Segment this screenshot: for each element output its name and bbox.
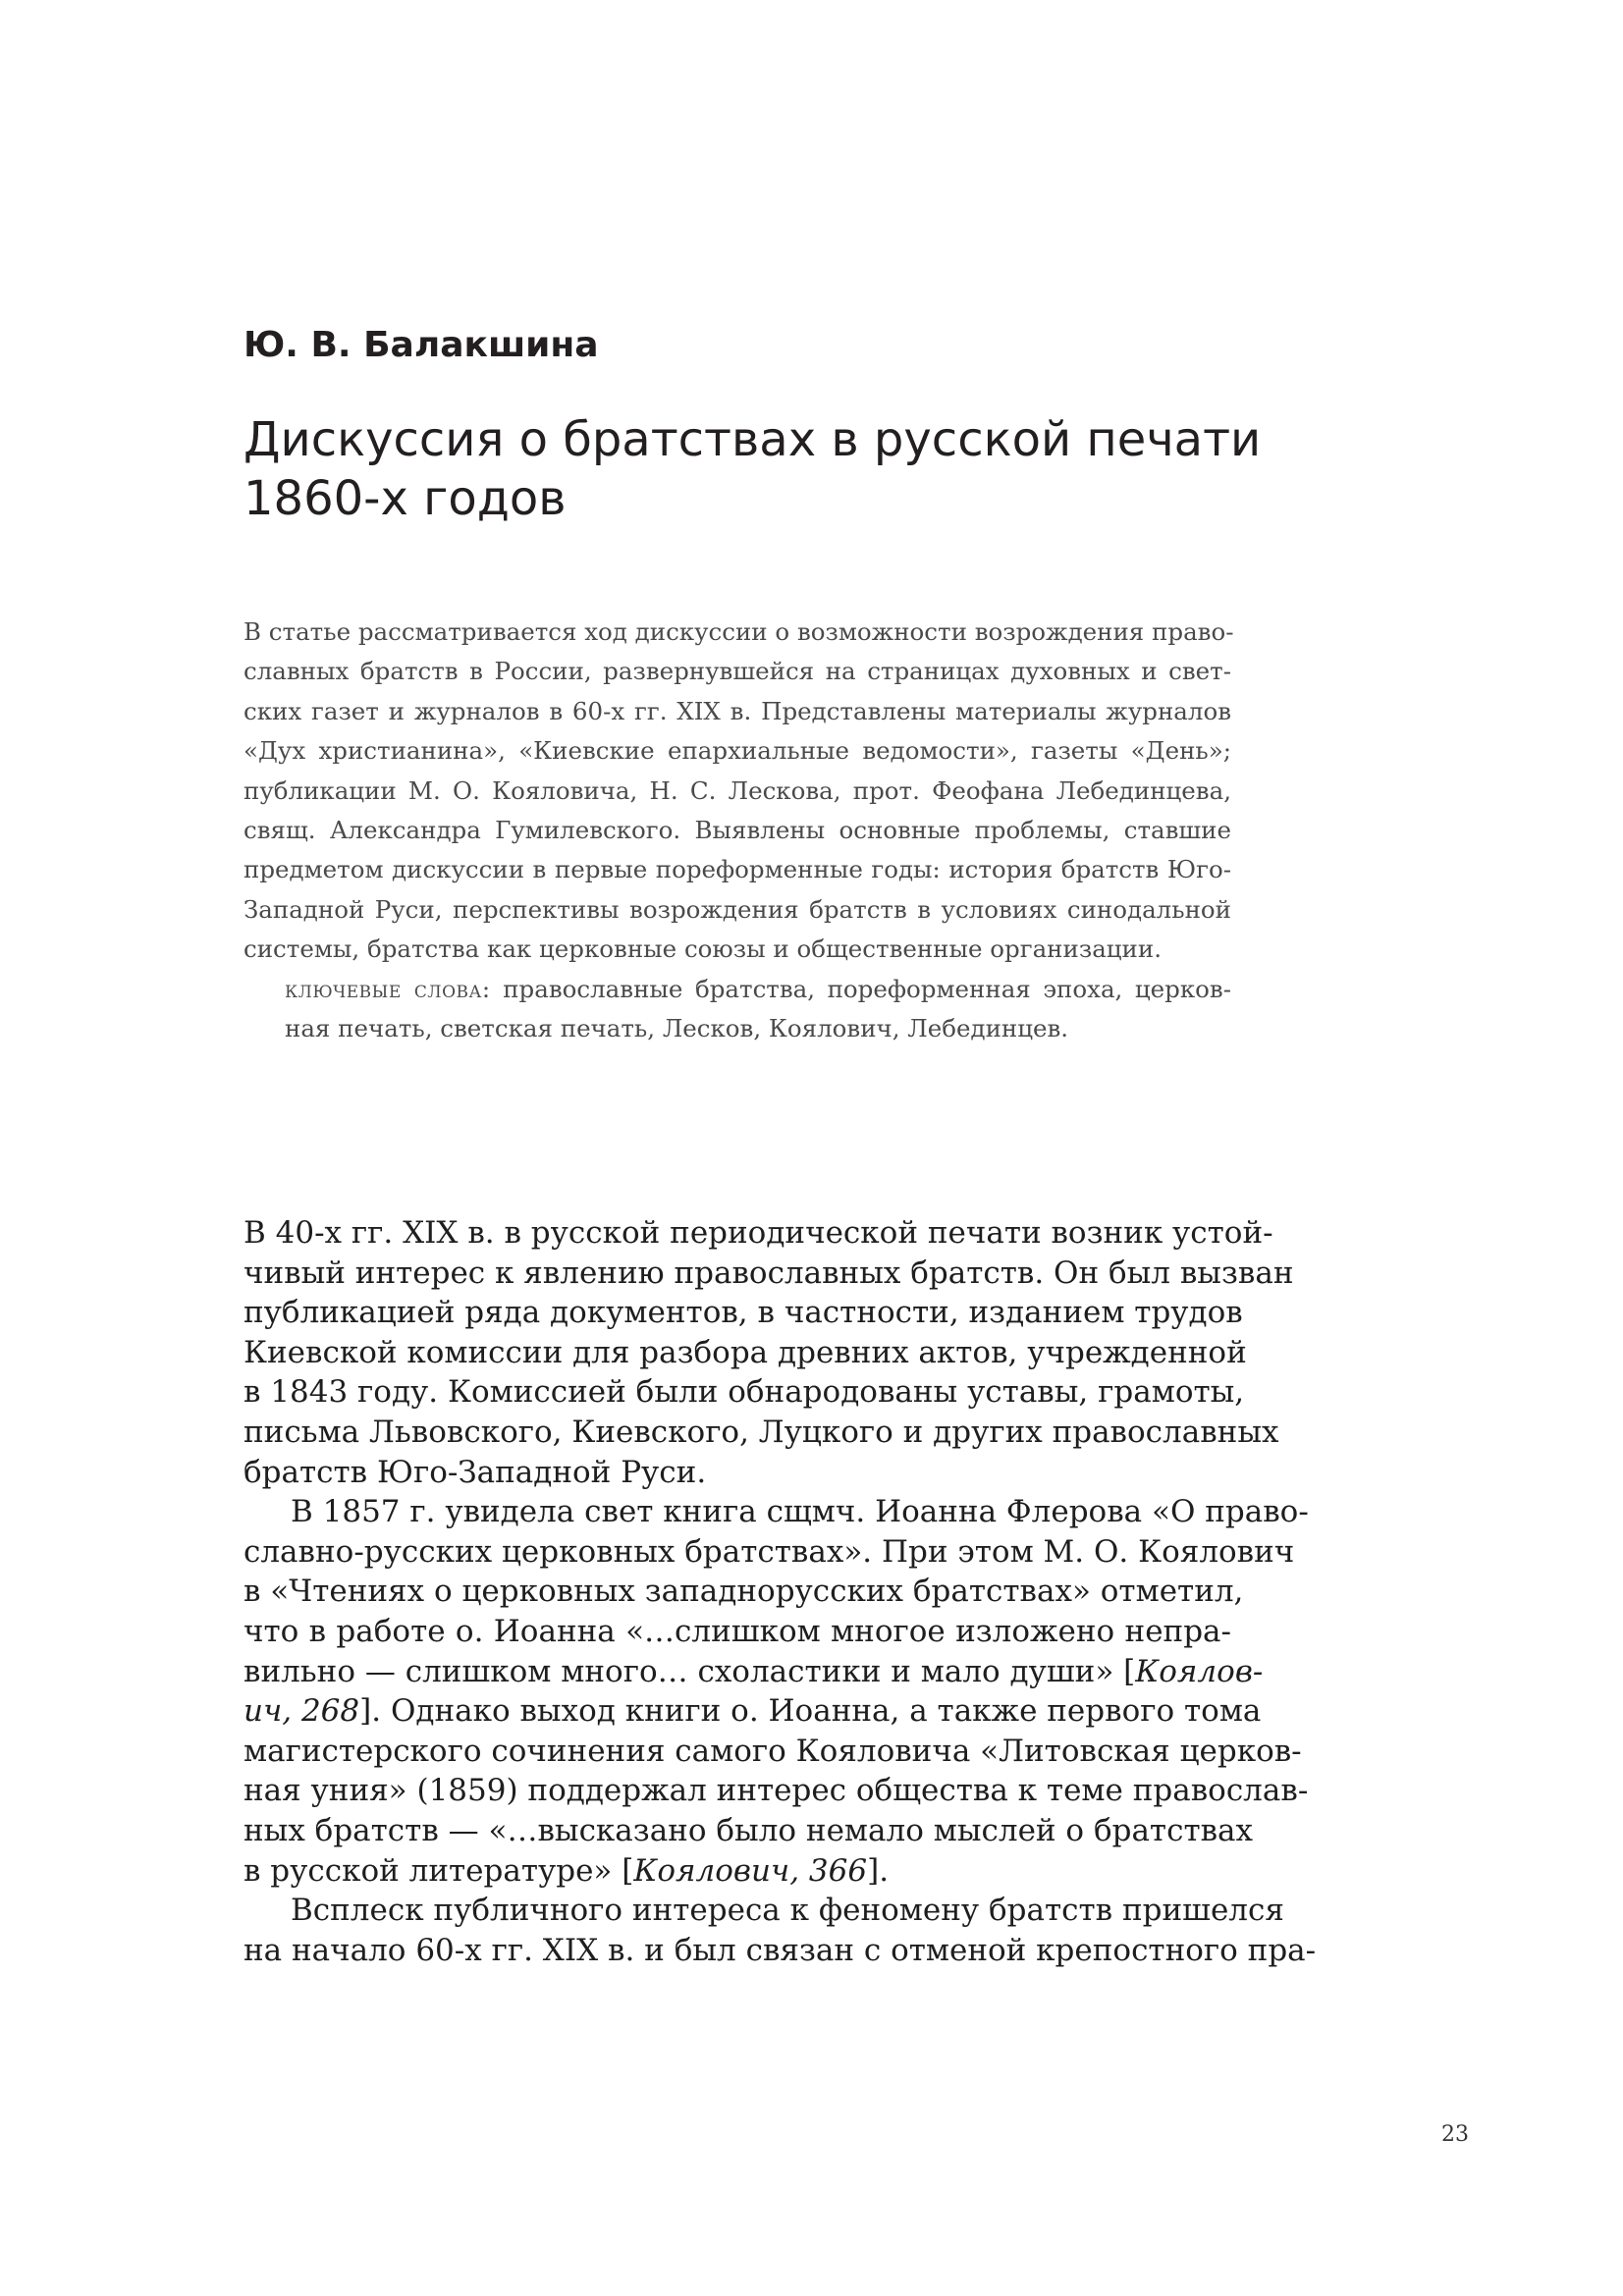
abstract-line: публикации М. О. Кояловича, Н. С. Лескова, прот. Феофана Лебединцева, [243,775,1231,805]
keywords-label: ключевые слова: [285,974,491,1003]
body-line: в «Чтениях о церковных западнорусских братствах» отметил, [243,1574,1244,1610]
body-line [243,1691,1262,1732]
abstract-line: свящ. Александра Гумилевского. Выявлены основные проблемы, ставшие [243,815,1231,844]
body-line: что в работе о. Иоанна «…слишком многое изложено непра- [243,1613,1231,1649]
abstract-line: Западной Руси, перспективы возрождения братств в условиях синодальной [243,894,1231,924]
body-line: Киевской комиссии для разбора древних актов, учрежденной [243,1334,1247,1370]
body-line: славно-русских церковных братствах». При этом М. О. Коялович [243,1533,1295,1570]
title-line-2: 1860-х годов [243,471,567,526]
body-line: В 1857 г. увидела свет книга сщмч. Иоанна Флерова «О право- [291,1494,1309,1530]
body-line: письма Львовского, Киевского, Луцкого и других православных [243,1414,1279,1450]
body-text: ]. [867,1852,890,1889]
abstract [243,613,1234,1048]
body-line: Всплеск публичного интереса к феномену братств пришелся [291,1893,1284,1929]
body-line: на начало 60-х гг. XIX в. и был связан с отменой крепостного пра- [243,1932,1317,1968]
page-number: 23 [1441,2122,1469,2147]
body-line: магистерского сочинения самого Кояловича «Литовская церков- [243,1733,1302,1769]
abstract-line: предметом дискуссии в первые пореформенные годы: история братств Юго- [243,855,1231,884]
body-line: чивый интерес к явлению православных братств. Он был вызван [243,1255,1294,1291]
citation: Коялов- [1135,1653,1264,1689]
keywords-text: православные братства, пореформенная эпоха, церков- [490,974,1231,1003]
article-body [243,1213,1317,1970]
body-line: ных братств — «…высказано было немало мыслей о братствах [243,1812,1254,1848]
article-title [243,410,1262,528]
title-line-1: Дискуссия о братствах в русской печати [243,412,1262,467]
abstract-line: В статье рассматривается ход дискуссии о возможности возрождения право- [243,617,1234,646]
abstract-line: славных братств в России, развернувшейся на страницах духовных и свет- [243,657,1231,686]
keywords-line: ная печать, светская печать, Лесков, Коялович, Лебединцев. [285,1013,1069,1042]
keywords-line [243,970,1231,1009]
body-line: в 1843 году. Комиссией были обнародованы уставы, грамоты, [243,1374,1245,1411]
citation: ич, 268 [243,1693,360,1730]
body-text: вильно — слишком много… схоластики и мало души» [ [243,1653,1136,1689]
abstract-line: системы, братства как церковные союзы и общественные организации. [243,934,1163,964]
body-line: братств Юго-Западной Руси. [243,1454,707,1490]
body-line: В 40-х гг. XIX в. в русской периодической печати возник устой- [243,1215,1273,1251]
body-text: ]. Однако выход книги о. Иоанна, а также первого тома [359,1693,1262,1730]
abstract-line: ских газет и журналов в 60-х гг. XIX в. Представлены материалы журналов [243,696,1231,725]
body-line: ная уния» (1859) поддержал интерес общества к теме православ- [243,1773,1309,1809]
body-line [243,1652,1264,1692]
body-text: в русской литературе» [ [243,1852,634,1889]
body-line: публикацией ряда документов, в частности, изданием трудов [243,1295,1243,1331]
author-name: Ю. В. Балакшина [243,325,599,365]
citation: Коялович, 366 [633,1852,868,1889]
body-line [243,1851,1231,1892]
abstract-line: «Дух христианина», «Киевские епархиальные ведомости», газеты «День»; [243,736,1231,766]
